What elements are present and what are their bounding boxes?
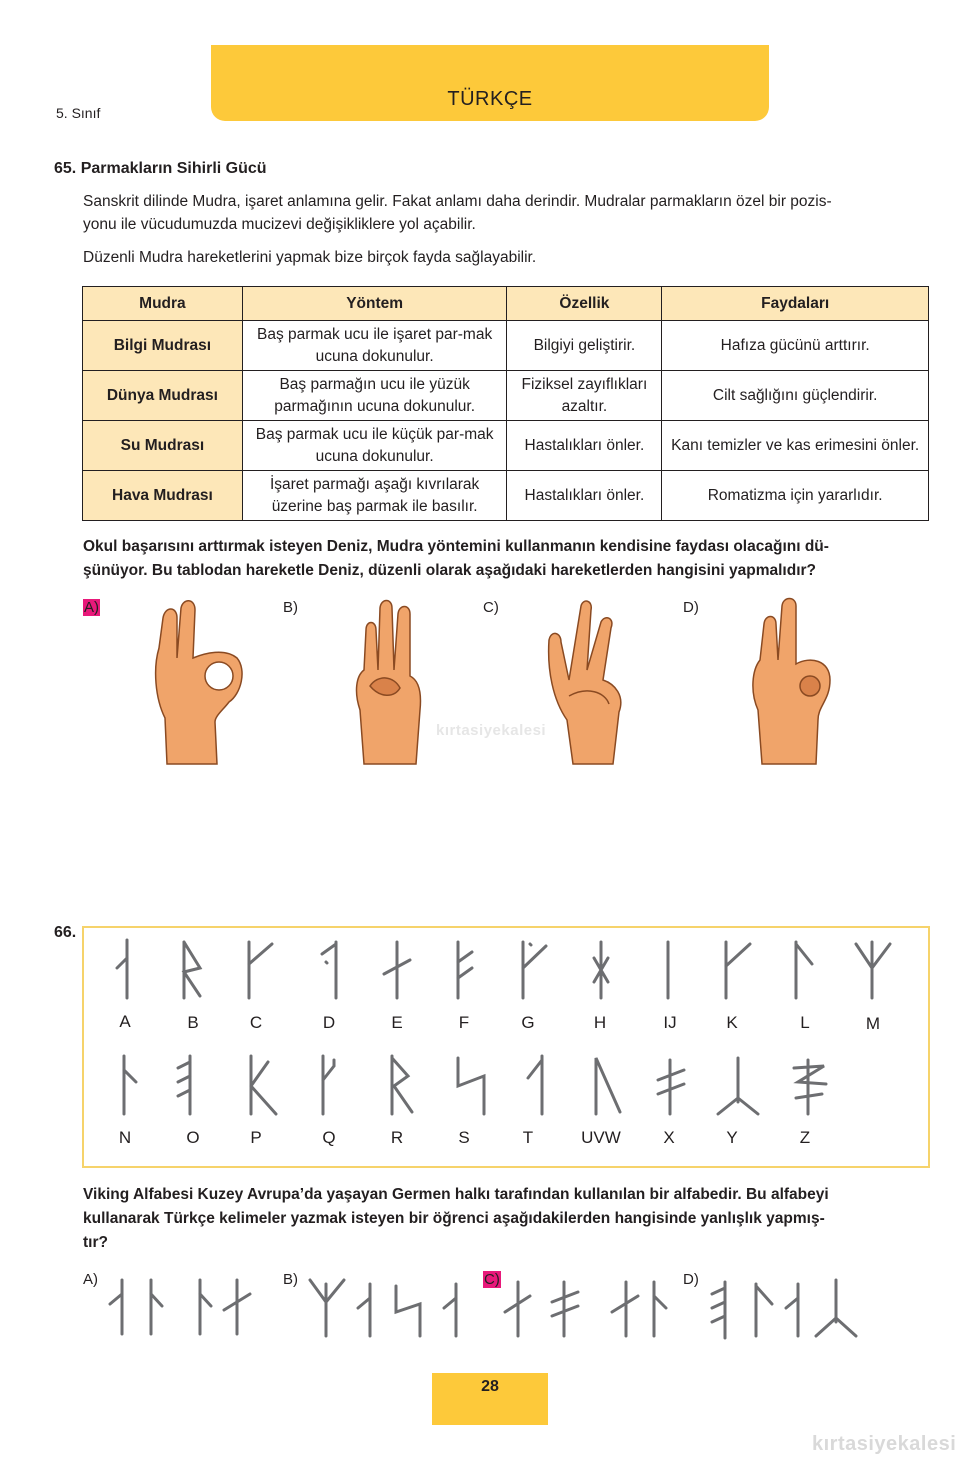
rune-r-icon (392, 1056, 412, 1114)
page-number: 28 (481, 1378, 499, 1395)
rune-label: H (593, 1013, 607, 1032)
table-cell: Hastalıkları önler. (507, 421, 662, 471)
rune-label: UVW (581, 1128, 621, 1147)
rune-label: F (458, 1013, 470, 1032)
watermark-center: kırtasiyekalesi (436, 722, 547, 739)
option-c-marked[interactable]: C) (484, 1271, 500, 1288)
rune-k-icon (726, 942, 750, 998)
option-b[interactable]: B) (283, 1271, 298, 1288)
rune-c-icon (249, 942, 272, 998)
rune-label: N (118, 1128, 132, 1147)
table-cell: Cilt sağlığını güçlendirir. (662, 371, 929, 421)
option-b[interactable]: B) (283, 599, 298, 616)
rune-label: C (249, 1013, 263, 1032)
rune-s-icon (458, 1058, 484, 1114)
rune-label: A (119, 1012, 131, 1031)
rune-a-icon (117, 940, 127, 998)
table-header-cell: Mudra (83, 287, 243, 321)
question-66-number: 66. (54, 924, 77, 941)
table-header-cell: Özellik (507, 287, 662, 321)
question-65-number: 65. (54, 160, 77, 177)
paragraph-1-line-1: Sanskrit dilinde Mudra, işaret anlamına gelir. Fakat anlamı daha derindir. Mudralar parmakların özel bir pozis- (83, 193, 832, 210)
option-c-runes-icon (505, 1282, 666, 1336)
table-cell: Hastalıkları önler. (507, 471, 662, 521)
table-cell: Baş parmak ucu ile küçük par-mak ucuna dokunulur. (242, 421, 507, 471)
option-d[interactable]: D) (683, 599, 699, 616)
rune-uvw-icon (596, 1058, 620, 1114)
rune-label: Z (799, 1128, 811, 1147)
table-cell: İşaret parmağı aşağı kıvrılarak üzerine baş parmak ile basılır. (242, 471, 507, 521)
question-65-title-text: Parmakların Sihirli Gücü (80, 160, 267, 177)
rune-label: X (663, 1128, 675, 1147)
rune-label: S (458, 1128, 470, 1147)
question-66-prompt (83, 1183, 931, 1255)
rune-label: M (865, 1014, 881, 1033)
rune-label: B (187, 1013, 199, 1032)
rune-label: D (322, 1013, 336, 1032)
question-65-prompt-line-1: Okul başarısını arttırmak isteyen Deniz, Mudra yöntemini kullanmanın kendisine faydası olacağını dü- (83, 538, 829, 555)
rune-label: IJ (663, 1013, 677, 1032)
table-cell: Bilgiyi geliştirir. (507, 321, 662, 371)
rune-n-icon (124, 1056, 136, 1114)
table-cell: Su Mudrası (83, 421, 243, 471)
question-65-prompt-line-2: şünüyor. Bu tablodan hareketle Deniz, düzenli olarak aşağıdaki hareketlerden hangisini yapmalıdır? (83, 562, 817, 579)
rune-label: E (391, 1013, 403, 1032)
rune-g-icon (523, 942, 546, 998)
option-c[interactable]: C) (483, 599, 499, 616)
table-cell: Romatizma için yararlıdır. (662, 471, 929, 521)
subject-title: TÜRKÇE (447, 88, 533, 110)
rune-label: P (250, 1128, 262, 1147)
option-d-runes-icon (712, 1280, 856, 1338)
paragraph-1-line-2: yonu ile vücudumuzda mucizevi değişikliklere yol açabilir. (83, 216, 476, 233)
rune-label: Y (726, 1128, 738, 1147)
option-d[interactable]: D) (683, 1271, 699, 1288)
rune-y-icon (718, 1058, 758, 1114)
table-cell: Dünya Mudrası (83, 371, 243, 421)
table-cell: Bilgi Mudrası (83, 321, 243, 371)
table-cell: Baş parmağın ucu ile yüzük parmağının ucuna dokunulur. (242, 371, 507, 421)
rune-m-icon (856, 942, 890, 998)
table-cell: Hafıza gücünü arttırır. (662, 321, 929, 371)
table-cell: Kanı temizler ve kas erimesini önler. (662, 421, 929, 471)
option-a-runes-icon (110, 1280, 250, 1334)
rune-t-icon (528, 1056, 542, 1114)
table-cell: Fiziksel zayıflıkları azaltır. (507, 371, 662, 421)
rune-x-icon (658, 1060, 684, 1114)
option-b-runes-icon (310, 1280, 456, 1336)
option-a-marked[interactable]: A) (84, 599, 99, 616)
question-66-prompt-line-2: kullanarak Türkçe kelimeler yazmak isteyen bir öğrenci aşağıdakilerden hangisinde yanlışlık yapmış- (83, 1210, 825, 1227)
table-cell: Hava Mudrası (83, 471, 243, 521)
rune-p-icon (251, 1056, 276, 1114)
rune-h-icon (594, 942, 608, 998)
rune-label: T (522, 1128, 534, 1147)
paragraph-2: Düzenli Mudra hareketlerini yapmak bize birçok fayda sağlayabilir. (83, 249, 537, 266)
rune-b-icon (184, 942, 200, 998)
rune-label: L (800, 1013, 810, 1032)
rune-label: R (390, 1128, 404, 1147)
question-66-prompt-line-1: Viking Alfabesi Kuzey Avrupa’da yaşayan Germen halkı tarafından kullanılan bir alfabedir. Bu alfabeyi (83, 1186, 829, 1203)
rune-o-icon (178, 1056, 190, 1114)
question-66-prompt-line-3: tır? (83, 1234, 108, 1251)
table-header-cell: Faydaları (662, 287, 929, 321)
grade-label: 5. Sınıf (56, 105, 101, 121)
rune-label: K (726, 1013, 738, 1032)
rune-label: O (186, 1128, 200, 1147)
option-a[interactable]: A) (83, 1271, 98, 1288)
rune-q-icon (323, 1056, 334, 1114)
rune-f-icon (458, 942, 472, 998)
table-cell: Baş parmak ucu ile işaret par-mak ucuna dokunulur. (242, 321, 507, 371)
rune-l-icon (796, 942, 812, 998)
rune-e-icon (384, 942, 410, 998)
watermark-bottom-right: kırtasiyekalesi (812, 1433, 957, 1455)
rune-d-icon (322, 942, 336, 998)
rune-label: Q (322, 1128, 336, 1147)
rune-z-icon (794, 1060, 826, 1114)
rune-label: G (521, 1013, 535, 1032)
table-header-cell: Yöntem (242, 287, 507, 321)
